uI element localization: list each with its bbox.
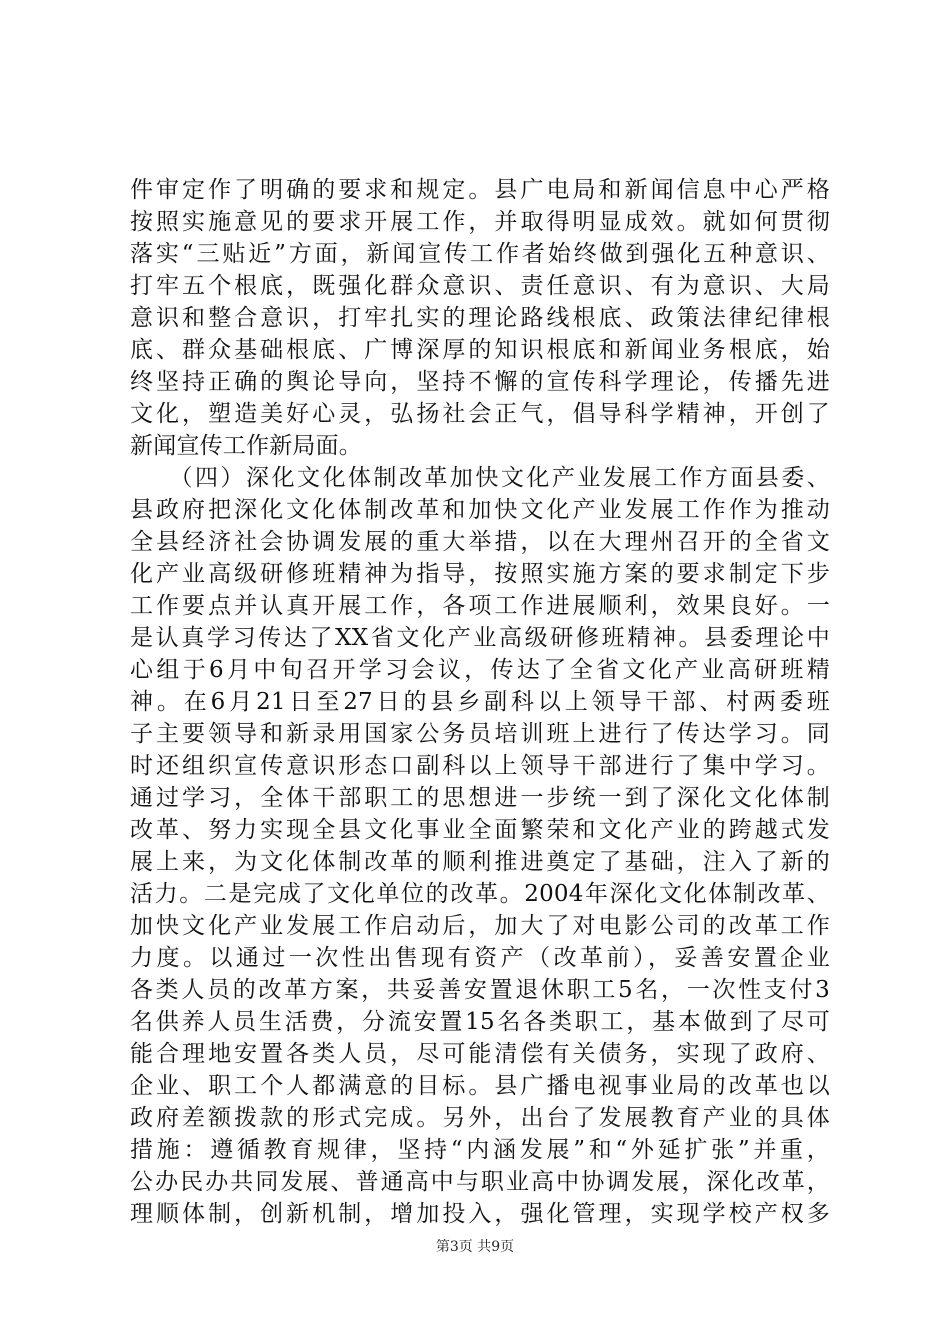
- page-number: 第3页 共9页: [435, 1239, 515, 1255]
- text-line: 底、群众基础根底、广博深厚的知识根底和新闻业务根底，始: [130, 337, 830, 363]
- text-line: 按照实施意见的要求开展工作，并取得明显成效。就如何贯彻: [130, 209, 830, 235]
- text-line: 县政府把深化文化体制改革和加快文化产业发展工作作为推动: [130, 497, 830, 523]
- text-line: 措施：遵循教育规律，坚持“内涵发展”和“外延扩张”并重，: [130, 1137, 830, 1163]
- body-text: [130, 174, 830, 1230]
- text-line: 工作要点并认真开展工作，各项工作进展顺利，效果良好。一: [130, 593, 830, 619]
- text-line: 件审定作了明确的要求和规定。县广电局和新闻信息中心严格: [130, 177, 830, 203]
- text-line: 改革、努力实现全县文化事业全面繁荣和文化产业的跨越式发: [130, 817, 830, 843]
- page-footer: [0, 1238, 950, 1256]
- text-line: 活力。二是完成了文化单位的改革。2004年深化文化体制改革、: [130, 881, 830, 907]
- text-line: 各类人员的改革方案，共妥善安置退休职工5名，一次性支付3: [130, 977, 830, 1003]
- text-line: 是认真学习传达了XX省文化产业高级研修班精神。县委理论中: [130, 625, 830, 651]
- text-line: 政府差额拨款的形式完成。另外，出台了发展教育产业的具体: [130, 1105, 830, 1131]
- text-line: 新闻宣传工作新局面。: [130, 433, 362, 459]
- text-line: 终坚持正确的舆论导向，坚持不懈的宣传科学理论，传播先进: [130, 369, 830, 395]
- text-line: 时还组织宣传意识形态口副科以上领导干部进行了集中学习。: [130, 753, 830, 779]
- text-line: 全县经济社会协调发展的重大举措，以在大理州召开的全省文: [130, 529, 830, 555]
- text-line: 化产业高级研修班精神为指导，按照实施方案的要求制定下步: [130, 561, 830, 587]
- text-line: 名供养人员生活费，分流安置15名各类职工，基本做到了尽可: [130, 1009, 830, 1035]
- text-line: 意识和整合意识，打牢扎实的理论路线根底、政策法律纪律根: [130, 305, 830, 331]
- text-line: 心组于6月中旬召开学习会议，传达了全省文化产业高研班精: [130, 657, 830, 683]
- text-line: 子主要领导和新录用国家公务员培训班上进行了传达学习。同: [130, 721, 830, 747]
- text-line: 理顺体制，创新机制，增加投入，强化管理，实现学校产权多: [130, 1201, 830, 1227]
- text-line: 打牢五个根底，既强化群众意识、责任意识、有为意识、大局: [130, 273, 830, 299]
- text-line: （四）深化文化体制改革加快文化产业发展工作方面县委、: [130, 465, 830, 491]
- text-line: 企业、职工个人都满意的目标。县广播电视事业局的改革也以: [130, 1073, 830, 1099]
- text-line: 公办民办共同发展、普通高中与职业高中协调发展，深化改革，: [130, 1169, 830, 1195]
- text-line: 落实“三贴近”方面，新闻宣传工作者始终做到强化五种意识、: [130, 241, 830, 267]
- text-line: 通过学习，全体干部职工的思想进一步统一到了深化文化体制: [130, 785, 830, 811]
- text-line: 能合理地安置各类人员，尽可能清偿有关债务，实现了政府、: [130, 1041, 830, 1067]
- text-line: 加快文化产业发展工作启动后，加大了对电影公司的改革工作: [130, 913, 830, 939]
- text-line: 展上来，为文化体制改革的顺利推进奠定了基础，注入了新的: [130, 849, 830, 875]
- text-line: 文化，塑造美好心灵，弘扬社会正气，倡导科学精神，开创了: [130, 401, 830, 427]
- text-line: 神。在6月21日至27日的县乡副科以上领导干部、村两委班: [130, 689, 830, 715]
- text-line: 力度。以通过一次性出售现有资产（改革前），妥善安置企业: [130, 945, 830, 971]
